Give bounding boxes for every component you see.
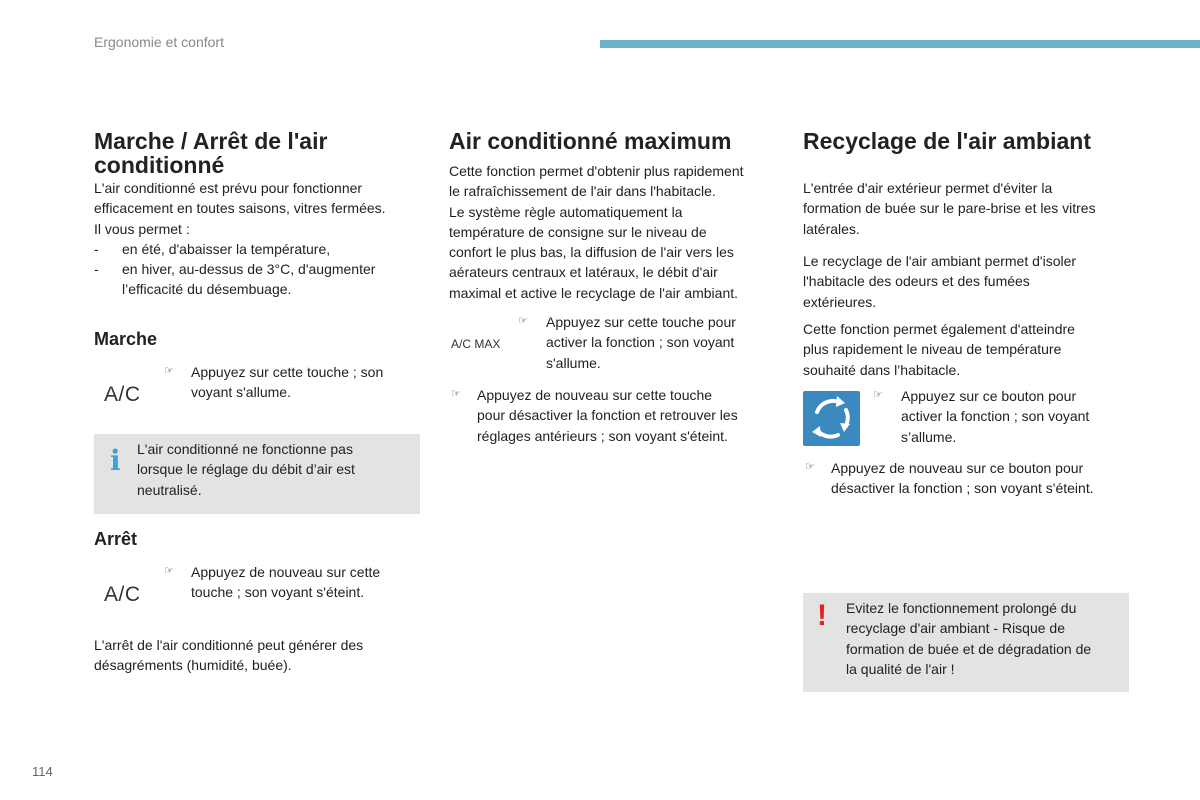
hand-pointer-icon: ☞ bbox=[873, 389, 883, 401]
info-icon: i bbox=[110, 444, 121, 477]
marche-heading: Marche bbox=[94, 329, 158, 349]
text-line: l’efficacité du désembuage. bbox=[122, 281, 292, 298]
text-line: latérales. bbox=[803, 220, 860, 237]
acmax-step1 bbox=[546, 312, 736, 373]
text-line: formation de buée sur le pare-brise et les vitres bbox=[803, 200, 1096, 217]
hand-pointer-icon: ☞ bbox=[805, 461, 815, 473]
text-line: Le système règle automatiquement la bbox=[449, 203, 683, 220]
text-line: activer la fonction ; son voyant bbox=[546, 334, 735, 351]
ac-max-button[interactable]: A/C MAX bbox=[451, 337, 501, 351]
text-line: Appuyez sur ce bouton pour bbox=[901, 388, 1077, 404]
info-text bbox=[137, 439, 355, 500]
text-line: pour désactiver la fonction et retrouver les bbox=[477, 407, 738, 424]
text-line: neutralisé. bbox=[137, 481, 202, 498]
col3-para3 bbox=[803, 319, 1075, 380]
arret-step bbox=[191, 562, 380, 603]
text-line: extérieures. bbox=[803, 293, 877, 310]
text-line: L'air conditionné ne fonctionne pas bbox=[137, 441, 353, 457]
air-recirculation-button[interactable] bbox=[803, 391, 860, 446]
col2-body bbox=[449, 161, 744, 303]
text-line: confort le plus bas, la diffusion de l'air vers les bbox=[449, 244, 734, 261]
info-box bbox=[94, 434, 420, 514]
text-line: Appuyez de nouveau sur cette bbox=[191, 564, 381, 580]
header-accent-bar bbox=[600, 40, 1200, 48]
text-line: voyant s'allume. bbox=[191, 384, 291, 401]
text-line: s'allume. bbox=[546, 354, 601, 371]
dash-bullet: - bbox=[94, 261, 99, 278]
list-item bbox=[94, 239, 386, 259]
text-line: en été, d'abaisser la température, bbox=[122, 240, 331, 257]
air-recirculation-icon bbox=[803, 391, 860, 446]
section-title: Ergonomie et confort bbox=[94, 34, 224, 50]
hand-pointer-icon: ☞ bbox=[164, 565, 174, 577]
col3-para1 bbox=[803, 178, 1096, 239]
text-line: désactiver la fonction ; son voyant s'éteint. bbox=[831, 480, 1094, 497]
arret-heading: Arrêt bbox=[94, 529, 138, 549]
recycle-step1 bbox=[901, 386, 1089, 447]
marche-step bbox=[191, 362, 383, 403]
col1-title-line2: conditionné bbox=[94, 152, 225, 178]
text-line: touche ; son voyant s'éteint. bbox=[191, 584, 365, 601]
text-line: L'entrée d'air extérieur permet d'éviter la bbox=[803, 180, 1053, 196]
text-line: aérateurs centraux et latéraux, le débit d'air bbox=[449, 264, 718, 281]
text-line: s’allume. bbox=[901, 428, 957, 445]
text-line: L'arrêt de l'air conditionné peut générer des bbox=[94, 637, 364, 653]
text-line: Appuyez de nouveau sur cette touche bbox=[477, 387, 713, 403]
text-line: l'habitacle des odeurs et des fumées bbox=[803, 273, 1030, 290]
text-line: Le recyclage de l'air ambiant permet d'isoler bbox=[803, 253, 1077, 269]
text-line: Il vous permet : bbox=[94, 220, 190, 237]
recycle-step2 bbox=[831, 458, 1094, 499]
text-line: Appuyez sur cette touche pour bbox=[546, 314, 736, 330]
warning-box bbox=[803, 593, 1129, 692]
col3-para2 bbox=[803, 251, 1076, 312]
list-item bbox=[94, 259, 386, 300]
text-line: lorsque le réglage du débit d’air est bbox=[137, 461, 355, 478]
col1-title bbox=[94, 129, 327, 177]
text-line: souhaité dans l’habitacle. bbox=[803, 361, 961, 378]
text-line: formation de buée et de dégradation de bbox=[846, 640, 1092, 657]
warning-text bbox=[846, 598, 1091, 679]
text-line: efficacement en toutes saisons, vitres fermées. bbox=[94, 200, 386, 217]
text-line: Appuyez sur cette touche ; son bbox=[191, 364, 384, 380]
ac-button[interactable]: A/C bbox=[104, 583, 141, 606]
text-line: activer la fonction ; son voyant bbox=[901, 408, 1090, 425]
page-number: 114 bbox=[32, 764, 53, 779]
text-line: maximal et active le recyclage de l'air ambiant. bbox=[449, 284, 739, 301]
text-line: L'air conditionné est prévu pour fonctionner bbox=[94, 180, 363, 196]
text-line: réglages antérieurs ; son voyant s'éteint. bbox=[477, 427, 728, 444]
col2-title: Air conditionné maximum bbox=[449, 128, 732, 154]
dash-bullet: - bbox=[94, 240, 99, 257]
col3-title: Recyclage de l'air ambiant bbox=[803, 128, 1091, 154]
text-line: Cette fonction permet également d'atteindre bbox=[803, 321, 1075, 337]
col1-title-line1: Marche / Arrêt de l'air bbox=[94, 128, 328, 154]
text-line: désagréments (humidité, buée). bbox=[94, 657, 292, 674]
col1-note bbox=[94, 635, 363, 676]
acmax-step2 bbox=[477, 385, 738, 446]
text-line: température de consigne sur le niveau de bbox=[449, 223, 707, 240]
hand-pointer-icon: ☞ bbox=[518, 315, 528, 327]
text-line: plus rapidement le niveau de température bbox=[803, 341, 1062, 358]
ac-button[interactable]: A/C bbox=[104, 383, 141, 406]
text-line: Evitez le fonctionnement prolongé du bbox=[846, 600, 1077, 616]
text-line: la qualité de l'air ! bbox=[846, 660, 955, 677]
text-line: le rafraîchissement de l'air dans l'habitacle. bbox=[449, 183, 716, 200]
text-line: Appuyez de nouveau sur ce bouton pour bbox=[831, 460, 1084, 476]
text-line: recyclage d'air ambiant - Risque de bbox=[846, 620, 1066, 637]
text-line: Cette fonction permet d'obtenir plus rapidement bbox=[449, 163, 744, 179]
col1-intro bbox=[94, 178, 386, 300]
text-line: en hiver, au-dessus de 3°C, d'augmenter bbox=[122, 261, 376, 278]
hand-pointer-icon: ☞ bbox=[164, 365, 174, 377]
warning-icon: ! bbox=[817, 599, 827, 632]
hand-pointer-icon: ☞ bbox=[451, 388, 461, 400]
